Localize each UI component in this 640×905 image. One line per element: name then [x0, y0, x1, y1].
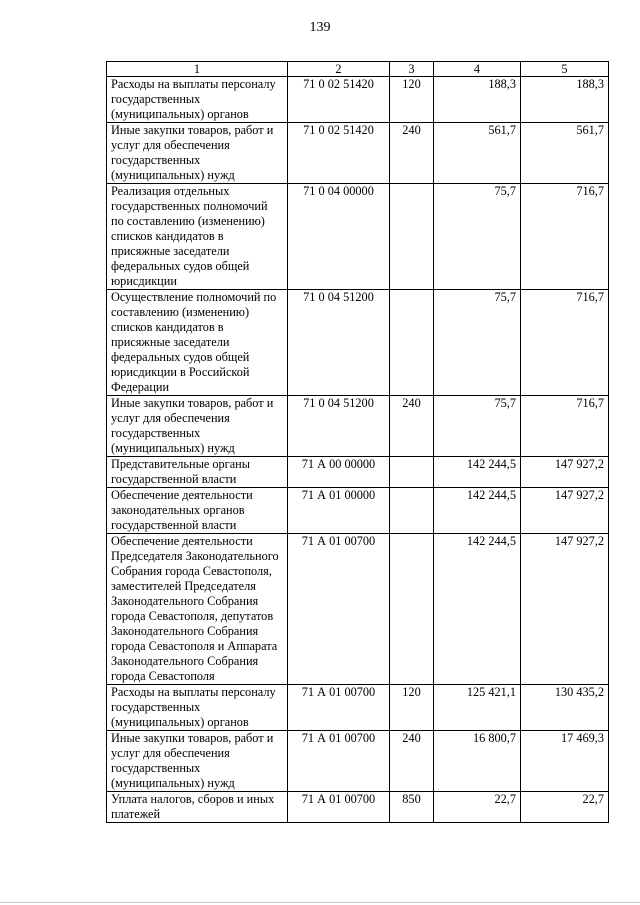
row-type-cell	[390, 184, 434, 290]
row-value-col4-cell: 125 421,1	[434, 685, 521, 731]
row-code-cell: 71 0 04 51200	[288, 396, 390, 457]
row-code-cell: 71 0 02 51420	[288, 77, 390, 123]
row-code-cell: 71 А 01 00700	[288, 534, 390, 685]
table-row	[107, 792, 609, 823]
row-code-cell: 71 0 04 00000	[288, 184, 390, 290]
row-value-col5-cell: 147 927,2	[521, 457, 609, 488]
table-row	[107, 685, 609, 731]
column-header-2: 2	[288, 62, 390, 77]
table-row	[107, 396, 609, 457]
table-row	[107, 488, 609, 534]
row-type-cell: 120	[390, 77, 434, 123]
row-value-col5-cell: 130 435,2	[521, 685, 609, 731]
table-row	[107, 534, 609, 685]
row-value-col4-cell: 22,7	[434, 792, 521, 823]
row-value-col4-cell: 142 244,5	[434, 457, 521, 488]
row-value-col5-cell: 147 927,2	[521, 534, 609, 685]
column-header-1: 1	[107, 62, 288, 77]
row-value-col4-cell: 142 244,5	[434, 488, 521, 534]
row-name-cell: Обеспечение деятельности Председателя Законодательного Собрания города Севастополя, заместителей Председателя Законодательного Собрания города Севастополя, депутатов Законодательного Собрания города Севастополя и Аппарата Законодательного Собрания города Севастополя	[107, 534, 288, 685]
row-code-cell: 71 А 01 00700	[288, 685, 390, 731]
row-name-cell: Иные закупки товаров, работ и услуг для обеспечения государственных (муниципальных) нужд	[107, 123, 288, 184]
row-type-cell	[390, 290, 434, 396]
row-type-cell	[390, 457, 434, 488]
table-row	[107, 123, 609, 184]
row-type-cell	[390, 534, 434, 685]
row-value-col5-cell: 561,7	[521, 123, 609, 184]
row-code-cell: 71 А 01 00700	[288, 731, 390, 792]
table-row	[107, 731, 609, 792]
row-type-cell: 120	[390, 685, 434, 731]
row-code-cell: 71 А 01 00700	[288, 792, 390, 823]
row-type-cell: 850	[390, 792, 434, 823]
budget-table	[106, 61, 609, 823]
header-row	[107, 62, 609, 77]
row-type-cell: 240	[390, 731, 434, 792]
row-name-cell: Осуществление полномочий по составлению (изменению) списков кандидатов в присяжные заседатели федеральных судов общей юрисдикции в Российской Федерации	[107, 290, 288, 396]
table-header	[107, 62, 609, 77]
row-name-cell: Расходы на выплаты персоналу государственных (муниципальных) органов	[107, 685, 288, 731]
row-code-cell: 71 0 04 51200	[288, 290, 390, 396]
row-type-cell	[390, 488, 434, 534]
table-body	[107, 77, 609, 823]
row-name-cell: Обеспечение деятельности законодательных органов государственной власти	[107, 488, 288, 534]
row-value-col4-cell: 75,7	[434, 290, 521, 396]
row-value-col5-cell: 716,7	[521, 290, 609, 396]
row-value-col4-cell: 561,7	[434, 123, 521, 184]
row-name-cell: Расходы на выплаты персоналу государственных (муниципальных) органов	[107, 77, 288, 123]
row-code-cell: 71 0 02 51420	[288, 123, 390, 184]
row-type-cell: 240	[390, 123, 434, 184]
row-value-col5-cell: 716,7	[521, 184, 609, 290]
row-code-cell: 71 А 01 00000	[288, 488, 390, 534]
row-value-col5-cell: 188,3	[521, 77, 609, 123]
row-type-cell: 240	[390, 396, 434, 457]
row-name-cell: Иные закупки товаров, работ и услуг для обеспечения государственных (муниципальных) нужд	[107, 396, 288, 457]
column-header-4: 4	[434, 62, 521, 77]
row-value-col5-cell: 22,7	[521, 792, 609, 823]
row-value-col4-cell: 188,3	[434, 77, 521, 123]
table-row	[107, 457, 609, 488]
column-header-5: 5	[521, 62, 609, 77]
row-value-col4-cell: 75,7	[434, 396, 521, 457]
row-value-col5-cell: 147 927,2	[521, 488, 609, 534]
row-name-cell: Уплата налогов, сборов и иных платежей	[107, 792, 288, 823]
page-bottom-edge	[0, 902, 640, 903]
row-value-col4-cell: 142 244,5	[434, 534, 521, 685]
page-number: 139	[309, 20, 331, 35]
table-row	[107, 290, 609, 396]
table-row	[107, 184, 609, 290]
row-value-col5-cell: 17 469,3	[521, 731, 609, 792]
table-row	[107, 77, 609, 123]
row-value-col5-cell: 716,7	[521, 396, 609, 457]
row-value-col4-cell: 75,7	[434, 184, 521, 290]
column-header-3: 3	[390, 62, 434, 77]
row-code-cell: 71 А 00 00000	[288, 457, 390, 488]
row-name-cell: Реализация отдельных государственных полномочий по составлению (изменению) списков кандидатов в присяжные заседатели федеральных судов общей юрисдикции	[107, 184, 288, 290]
row-value-col4-cell: 16 800,7	[434, 731, 521, 792]
row-name-cell: Представительные органы государственной власти	[107, 457, 288, 488]
row-name-cell: Иные закупки товаров, работ и услуг для обеспечения государственных (муниципальных) нужд	[107, 731, 288, 792]
